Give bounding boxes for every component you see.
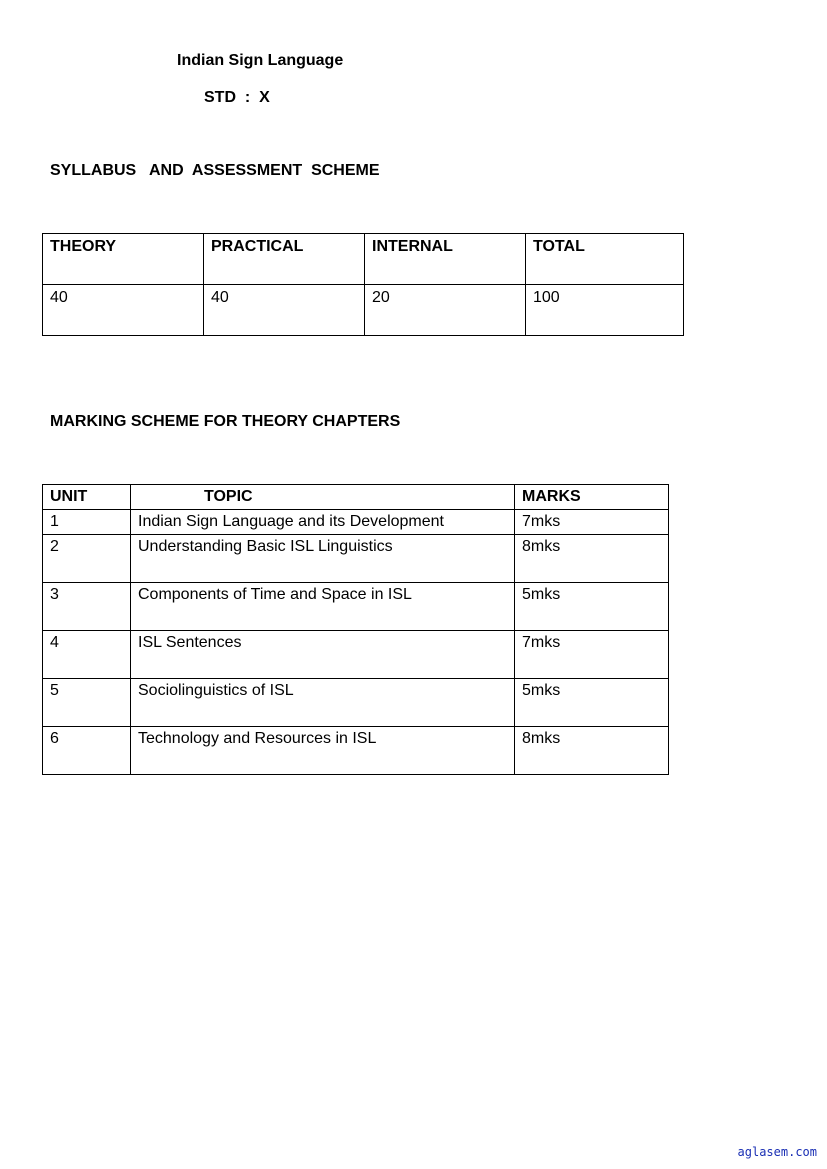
- unit-cell: 4: [43, 631, 131, 679]
- marks-cell: 8mks: [515, 727, 669, 775]
- topic-cell: Indian Sign Language and its Development: [131, 510, 515, 535]
- unit-cell: 5: [43, 679, 131, 727]
- topic-cell: Sociolinguistics of ISL: [131, 679, 515, 727]
- marking-header-row: [43, 485, 669, 510]
- table-row: [43, 510, 669, 535]
- assessment-header-cell: PRACTICAL: [204, 234, 365, 285]
- marking-scheme-heading: MARKING SCHEME FOR THEORY CHAPTERS: [50, 413, 401, 430]
- unit-cell: 1: [43, 510, 131, 535]
- table-row: [43, 679, 669, 727]
- marks-cell: 8mks: [515, 535, 669, 583]
- assessment-value-cell: 40: [43, 285, 204, 336]
- marks-cell: 7mks: [515, 510, 669, 535]
- assessment-table: [42, 233, 684, 336]
- marking-header-cell: UNIT: [43, 485, 131, 510]
- assessment-value-cell: 20: [365, 285, 526, 336]
- document-title: Indian Sign Language: [177, 52, 344, 69]
- assessment-values-row: [43, 285, 684, 336]
- marking-scheme-table: [42, 484, 669, 775]
- assessment-value-cell: 40: [204, 285, 365, 336]
- table-row: [43, 535, 669, 583]
- assessment-header-cell: TOTAL: [526, 234, 684, 285]
- topic-cell: Understanding Basic ISL Linguistics: [131, 535, 515, 583]
- marks-cell: 7mks: [515, 631, 669, 679]
- marks-cell: 5mks: [515, 583, 669, 631]
- marks-cell: 5mks: [515, 679, 669, 727]
- marking-header-cell: TOPIC: [131, 485, 515, 510]
- topic-cell: Components of Time and Space in ISL: [131, 583, 515, 631]
- assessment-value-cell: 100: [526, 285, 684, 336]
- standard-label: STD : X: [204, 89, 270, 106]
- watermark-link[interactable]: aglasem.com: [737, 1145, 817, 1159]
- assessment-header-cell: THEORY: [43, 234, 204, 285]
- topic-cell: ISL Sentences: [131, 631, 515, 679]
- table-row: [43, 631, 669, 679]
- table-row: [43, 583, 669, 631]
- unit-cell: 2: [43, 535, 131, 583]
- table-row: [43, 727, 669, 775]
- topic-cell: Technology and Resources in ISL: [131, 727, 515, 775]
- marking-header-cell: MARKS: [515, 485, 669, 510]
- assessment-header-row: [43, 234, 684, 285]
- assessment-heading: SYLLABUS AND ASSESSMENT SCHEME: [50, 162, 380, 179]
- unit-cell: 3: [43, 583, 131, 631]
- unit-cell: 6: [43, 727, 131, 775]
- assessment-header-cell: INTERNAL: [365, 234, 526, 285]
